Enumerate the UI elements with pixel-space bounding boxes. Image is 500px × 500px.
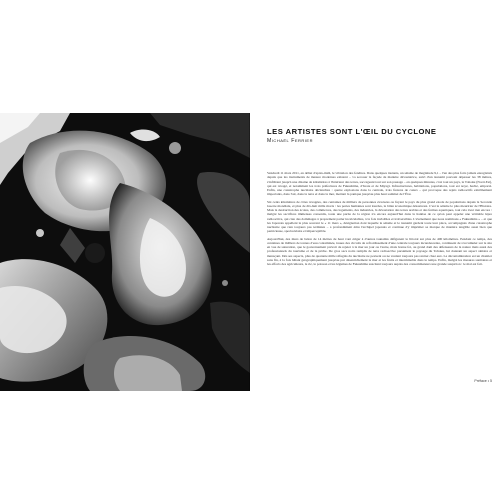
cyclone-artwork-photo <box>0 113 250 391</box>
body-paragraph: Vendredi 11 mars 2011, en début d'après-midi, le vibration des fenêtres. Dans quelques instants, un séisme de magnitude 9,1 – l'un des plus forts jamais enregistrés depuis que les instruments de mesure modernes existent – va secouer la façade de manière dévastatrice, suivi d'un tsunami pouvant dépasser les 38 mètres, s'infiltrant jusqu'à une dizaine de kilomètres à l'intérieur des terres, saccageant tout sur son passage – en quelques minutes, c'est tout un pays, le Tohoku (Nord-Est), qui est ravagé, et notamment les trois préfectures de Fukushima, d'Iwate et de Miyagi. Infrastructures, habitations, populations, tout est noyé, haché, emporté. Enfin, une catastrophe nucléaire déclenchée : quatre explosions dans la centrale, trois fusions de cœurs – qui provoque des rejets radioactifs extrêmement importants, dans l'air, dans la terre et dans la mer, mettant la panique jusqu'au plus haut sommet de l'État. <box>267 171 492 197</box>
author-name: Michaël Ferrier <box>267 138 313 144</box>
page-folio: Préface • 5 <box>474 379 492 383</box>
text-page <box>250 113 500 391</box>
body-paragraph: Aujourd'hui, des murs de béton de 14 mètres de haut vont ériger à d'autres tsunamis défigurent le littoral sur plus de 400 kilomètres. Pendant ce temps, des centaines de milliers de tonnes d'eau contaminée, issues des circuits de refroidissement d'une centrale toujours incandescente, continuent de s'accumuler sur le site en vue de saturation, que le gouvernement prévoit de rejeter à la mer un jour ou l'autre, mais bonne foi, au grand dam des défenseurs de la nature mais aussi des professionnels du tourisme et de la pêche. De gros sacs noirs remplis de terre radioactive parsèment le paysage du Tohoku, lui donnant un aspect sinistre et menaçant. Dès ses aspects, plus de quarante mille réfugiés du nucléaire ne peuvent ou ne veulent toujours pas rentrer chez eux. La décontamination est un chantier sans fin, à la fois hâtant géographiquement jusqu'au pur désenrichement la mer et les fruits et interminable dans le temps. Enfin, malgré les mesures sanitaires et les efforts des agriculteurs, le riz, le poisson et les légumes de Fukushima suscitent toujours auprès des consommateurs une grande suspicion : le mal est fait. <box>267 236 492 266</box>
body-paragraph: Six cents kilomètres de côtes ravagées, des centaines de milliers de personnes évacuées ou fuyant le pays du plus grand exode de populations depuis la Seconde Guerre mondiale, et plus de dix-huit mille morts : les pertes humaines sont lourdes, le bilan économique désastreux. C'est le séisme le plus meurtrier de l'Histoire. Mais la destruction des écoles, des commerces, des logements, des industries, la dévastation des terres arables et des fermes aquatiques, tout cela n'est rien encore : malgré les sacrifices immenses consentis, toute une partie de la région n'a encore aujourd'hui dans la hantise de ce qu'on peut appeler une véritable lèpre radioactive, qui crée des dommages à proprement parler incalculables, à la fois invisibles et irréversibles. L'événement que nous nommons « Fukushima » – et que les Japonais appellent le plus souvent le « 11 mars », désignation dont laquelle le séisme et le tsunami gardent toute leur place, accompagnés d'une catastrophe nucléaire que rien toujours pas terminée – a profondément ému l'archipel japonais et continue d'y imprimer sa marque de manière tangible aussi bien que pernicieuse, spectaculaire et imperceptible. <box>267 199 492 234</box>
body-text <box>267 171 492 269</box>
chapter-title: LES ARTISTES SONT L'ŒIL DU CYCLONE <box>267 127 437 136</box>
book-spread <box>0 113 500 391</box>
